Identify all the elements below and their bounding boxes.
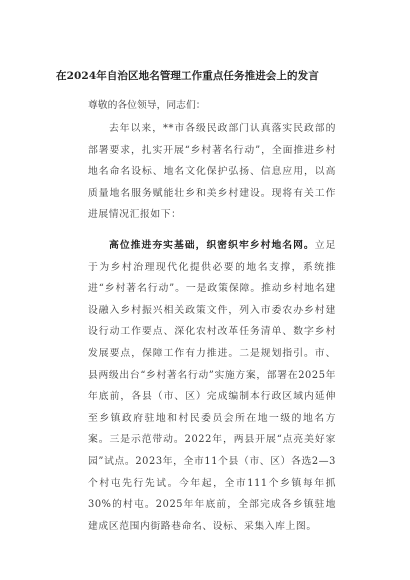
salutation: 尊敬的各位领导，同志们：	[88, 100, 206, 111]
paragraph-1	[88, 118, 336, 226]
paragraph-2-lead: 高位推进夯实基础，织密织牢乡村地名网。	[109, 240, 315, 251]
paragraph-1-text: 去年以来，**市各级民政部门认真落实民政部的部署要求，扎实开展“乡村著名行动”，全面推进乡村地名命名设标、地名文化保护弘扬、信息应用，以高质量地名服务赋能壮乡和美乡村建设。现将有关工作进展情况汇报如下：	[88, 123, 336, 221]
document-title: 在2024年自治区地名管理工作重点任务推进会上的发言	[56, 70, 319, 82]
paragraph-2	[88, 235, 336, 537]
paragraph-2-text: 立足于为乡村治理现代化提供必要的地名支撑，系统推进“乡村著名行动”。一是政策保障。推动乡村地名建设融入乡村振兴相关政策文件，列入市委农办乡村建设行动工作要点、深化农村改革任务清单、数字乡村发展要点，保障工作有力推进。二是规划指引。市、县两级出台“乡村著名行动”实施方案，部署在2025年年底前，各县（市、区）完成编制本行政区域内延伸至乡镇政府驻地和村民委员会所在地一级的地名方案。三是示范带动。2022年，两县开展“点亮美好家园”试点。2023年，全市11个县（市、区）各选2—3个村屯先行先试。今年起，全市111个乡镇每年抓30%的村屯。2025年年底前，全部完成各乡镇驻地建成区范围内街路巷命名、设标、采集入库上图。	[88, 240, 336, 532]
